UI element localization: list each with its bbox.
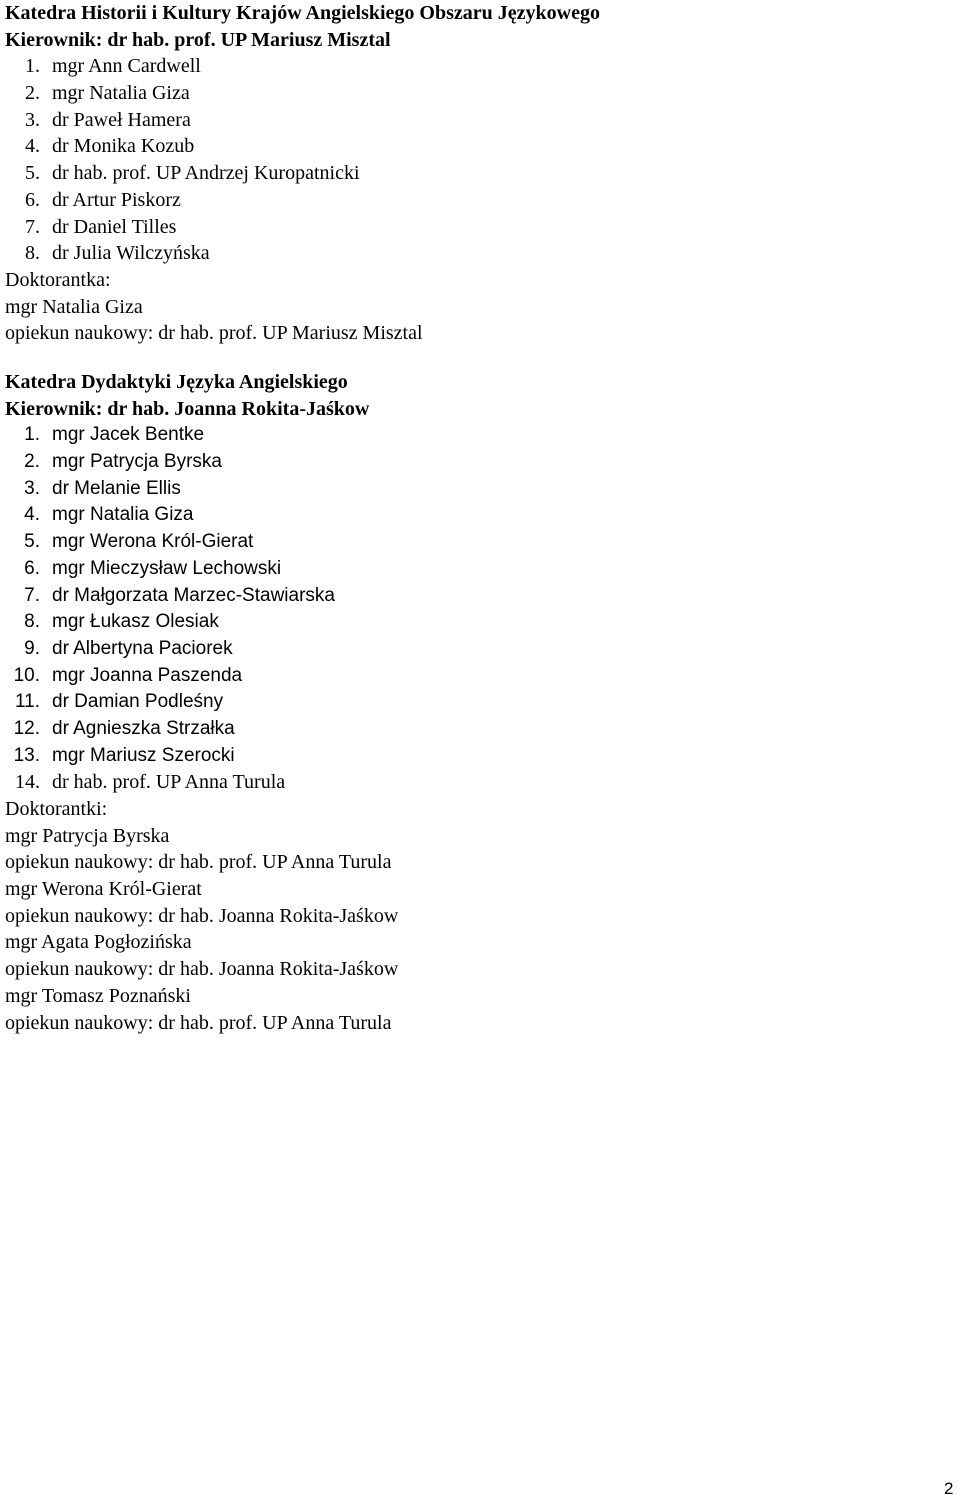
- list-item: 1. mgr Jacek Bentke: [24, 424, 205, 446]
- list-item: 14. dr hab. prof. UP Anna Turula: [15, 771, 286, 794]
- page-number: 2: [944, 1479, 954, 1498]
- phd-line: mgr Tomasz Poznański: [5, 984, 191, 1007]
- staff-list: [0, 422, 960, 796]
- department-title: Katedra Historii i Kultury Krajów Angielskiego Obszaru Językowego: [5, 2, 600, 24]
- phd-label: Doktorantka:: [5, 268, 111, 291]
- list-item: 6. mgr Mieczysław Lechowski: [24, 557, 282, 579]
- phd-line: opiekun naukowy: dr hab. prof. UP Mariusz Misztal: [5, 322, 423, 345]
- list-item: 5. mgr Werona Król-Gierat: [24, 531, 254, 553]
- phd-line: opiekun naukowy: dr hab. Joanna Rokita-Jaśkow: [5, 904, 399, 927]
- department-history-culture: [0, 0, 960, 347]
- list-item: 3. dr Melanie Ellis: [24, 477, 181, 499]
- list-item: 3. dr Paweł Hamera: [25, 108, 191, 131]
- phd-line: mgr Werona Król-Gierat: [5, 878, 202, 901]
- department-english-didactics: [0, 369, 960, 1036]
- list-item: 4. dr Monika Kozub: [25, 135, 195, 158]
- department-title: Katedra Dydaktyki Języka Angielskiego: [5, 371, 348, 393]
- list-item: 6. dr Artur Piskorz: [25, 188, 181, 211]
- list-item: 12. dr Agnieszka Strzałka: [13, 717, 235, 739]
- department-head: Kierownik: dr hab. Joanna Rokita-Jaśkow: [5, 397, 370, 420]
- list-item: 5. dr hab. prof. UP Andrzej Kuropatnicki: [25, 162, 360, 185]
- list-item: 4. mgr Natalia Giza: [24, 504, 194, 526]
- list-item: 7. dr Małgorzata Marzec-Stawiarska: [24, 584, 335, 606]
- list-item: 1. mgr Ann Cardwell: [25, 55, 201, 78]
- phd-line: opiekun naukowy: dr hab. Joanna Rokita-Jaśkow: [5, 958, 399, 981]
- phd-label: Doktorantki:: [5, 798, 108, 820]
- list-item: 8. dr Julia Wilczyńska: [25, 242, 210, 265]
- list-item: 11. dr Damian Podleśny: [14, 691, 224, 713]
- phd-line: mgr Agata Pogłozińska: [5, 931, 192, 954]
- phd-line: opiekun naukowy: dr hab. prof. UP Anna Turula: [5, 851, 392, 874]
- list-item: 2. mgr Natalia Giza: [25, 82, 190, 105]
- phd-line: opiekun naukowy: dr hab. prof. UP Anna Turula: [5, 1011, 392, 1034]
- list-item: 2. mgr Patrycja Byrska: [24, 451, 222, 473]
- list-item: 8. mgr Łukasz Olesiak: [24, 611, 219, 633]
- department-head: Kierownik: dr hab. prof. UP Mariusz Misztal: [5, 28, 391, 51]
- staff-list: [0, 53, 960, 267]
- phd-line: mgr Patrycja Byrska: [5, 824, 170, 847]
- list-item: 7. dr Daniel Tilles: [25, 215, 177, 238]
- list-item: 10. mgr Joanna Paszenda: [13, 664, 243, 686]
- list-item: 13. mgr Mariusz Szerocki: [13, 744, 235, 766]
- phd-line: mgr Natalia Giza: [5, 295, 143, 318]
- list-item: 9. dr Albertyna Paciorek: [24, 637, 233, 659]
